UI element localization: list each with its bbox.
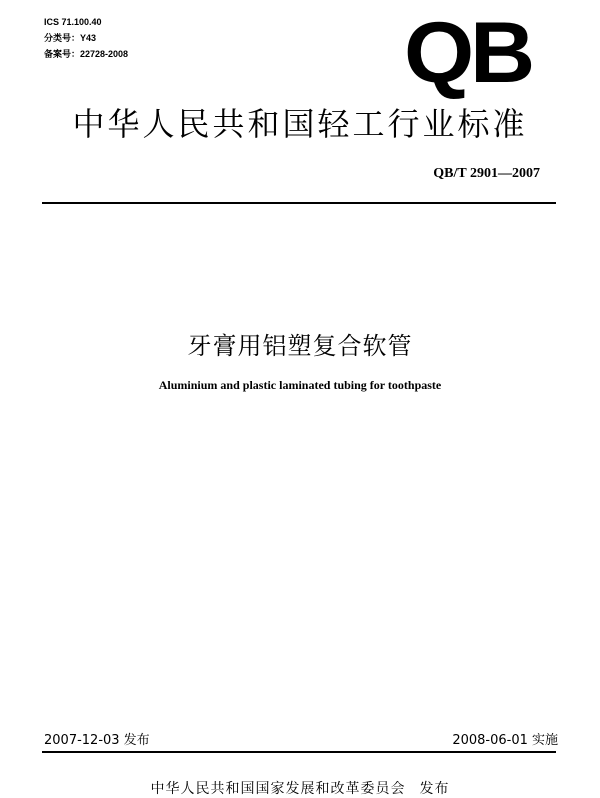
publisher-name: 中华人民共和国国家发展和改革委员会 — [150, 781, 406, 797]
document-title-en: Aluminium and plastic laminated tubing for toothpaste — [158, 378, 442, 392]
issue-date: 2007-12-03 发布 — [44, 733, 150, 748]
category-number: 分类号：Y43 — [44, 33, 97, 43]
effective-date: 2008-06-01 实施 — [452, 733, 558, 748]
standard-code: QB/T 2901—2007 — [433, 166, 540, 181]
standard-name: 中华人民共和国轻工行业标准 — [72, 105, 528, 143]
record-number: 备案号：22728-2008 — [44, 49, 129, 59]
publisher-line — [0, 778, 600, 798]
footer-divider — [42, 751, 556, 753]
metadata-block — [44, 14, 128, 62]
ics-code: ICS 71.100.40 — [44, 17, 102, 27]
header-divider — [42, 202, 556, 204]
publisher-action: 发布 — [419, 781, 450, 797]
qb-logo: QB — [404, 5, 532, 101]
document-title-zh: 牙膏用铝塑复合软管 — [187, 332, 413, 360]
